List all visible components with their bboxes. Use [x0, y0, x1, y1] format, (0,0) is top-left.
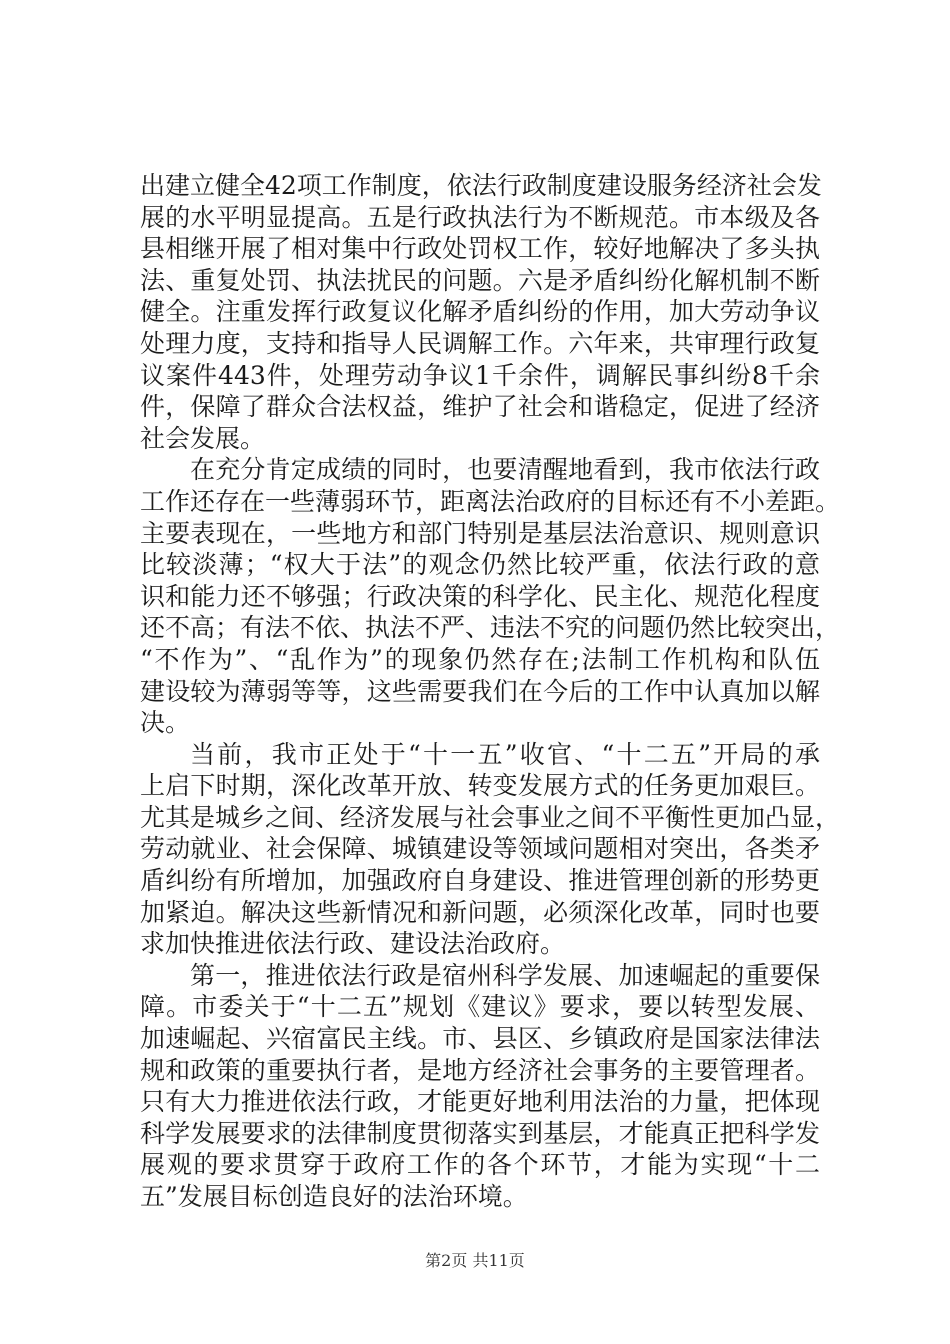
text-line: 议案件443件，处理劳动争议1千余件，调解民事纠纷8千余: [140, 360, 820, 390]
text-line: 件，保障了群众合法权益，维护了社会和谐稳定，促进了经济: [140, 392, 820, 422]
text-line: 社会发展。: [140, 423, 266, 453]
text-line: 工作还存在一些薄弱环节，距离法治政府的目标还有不小差距。: [140, 486, 841, 516]
text-line: 加紧迫。解决这些新情况和新问题，必须深化改革，同时也要: [140, 897, 820, 927]
text-line: 劳动就业、社会保障、城镇建设等领域问题相对突出，各类矛: [140, 834, 820, 864]
text-line: 县相继开展了相对集中行政处罚权工作，较好地解决了多头执: [140, 234, 820, 264]
text-line: 盾纠纷有所增加，加强政府自身建设、推进管理创新的形势更: [140, 866, 820, 896]
text-line: 展的水平明显提高。五是行政执法行为不断规范。市本级及各: [140, 202, 820, 232]
text-line: 健全。注重发挥行政复议化解矛盾纠纷的作用，加大劳动争议: [140, 297, 820, 327]
paragraph-first-line: 当前，我市正处于“十一五”收官、“十二五”开局的承: [190, 739, 820, 769]
text-line: 识和能力还不够强；行政决策的科学化、民主化、规范化程度: [140, 581, 820, 611]
text-line: 出建立健全42项工作制度，依法行政制度建设服务经济社会发: [140, 171, 822, 200]
text-line: 建设较为薄弱等等，这些需要我们在今后的工作中认真加以解: [140, 676, 820, 706]
paragraph-first-line: 在充分肯定成绩的同时，也要清醒地看到，我市依法行政: [190, 455, 820, 485]
text-line: 展观的要求贯穿于政府工作的各个环节，才能为实现“十二: [140, 1150, 820, 1180]
text-line: 处理力度，支持和指导人民调解工作。六年来，共审理行政复: [140, 328, 820, 358]
paragraph-first-line: 第一，推进依法行政是宿州科学发展、加速崛起的重要保: [190, 960, 820, 990]
text-line: 求加快推进依法行政、建设法治政府。: [140, 929, 566, 959]
text-line: 决。: [140, 708, 191, 738]
body-text: [140, 170, 841, 1213]
text-line: 科学发展要求的法律制度贯彻落实到基层，才能真正把科学发: [140, 1118, 820, 1148]
text-line: 尤其是城乡之间、经济发展与社会事业之间不平衡性更加凸显，: [140, 802, 841, 832]
text-line: “不作为”、“乱作为”的现象仍然存在;法制工作机构和队伍: [140, 644, 820, 674]
text-line: 规和政策的重要执行者，是地方经济社会事务的主要管理者。: [140, 1055, 820, 1085]
text-line: 比较淡薄；“权大于法”的观念仍然比较严重，依法行政的意: [140, 550, 820, 580]
text-line: 法、重复处罚、执法扰民的问题。六是矛盾纠纷化解机制不断: [140, 265, 820, 295]
text-line: 只有大力推进依法行政，才能更好地利用法治的力量，把体现: [140, 1087, 820, 1117]
text-line: 五”发展目标创造良好的法治环境。: [140, 1182, 528, 1211]
text-line: 加速崛起、兴宿富民主线。市、县区、乡镇政府是国家法律法: [140, 1024, 820, 1054]
text-line: 主要表现在，一些地方和部门特别是基层法治意识、规则意识: [140, 518, 820, 548]
text-line: 上启下时期，深化改革开放、转变发展方式的任务更加艰巨。: [140, 771, 820, 801]
text-line: 障。市委关于“十二五”规划《建议》要求，要以转型发展、: [140, 992, 820, 1022]
text-line: 还不高；有法不依、执法不严、违法不究的问题仍然比较突出，: [140, 613, 841, 643]
page-footer: 第2页 共11页: [425, 1251, 525, 1270]
